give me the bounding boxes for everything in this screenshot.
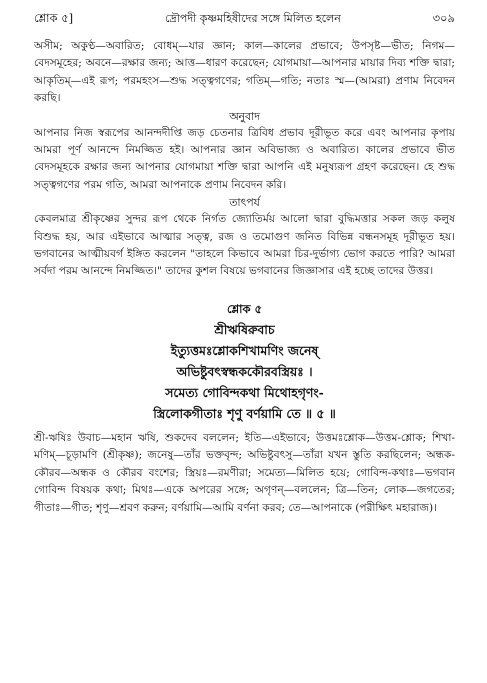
page-body bbox=[34, 38, 455, 517]
spacer bbox=[34, 281, 455, 299]
synonyms-bottom: শ্রী-ঋষিঃ উবাচ—মহান ঋষি, শুকদেব বললেন; ইতি—এইভাবে; উত্তমঃশ্লোক—উত্তম-শ্লোক; শিখা-মণিম্—চূড়ামণি (শ্রীকৃষ্ণ); জনেষু—তাঁর ভক্তবৃন্দ; অভিষ্টুবৎসু—তাঁরা যখন স্তুতি করছিলেন; অন্ধক-কৌরব—অন্ধক ও কৌরব বংশের; স্ত্রিয়ঃ—রমণীরা; সমেত্য—মিলিত হয়ে; গোবিন্দ-কথাঃ—ভগবান গোবিন্দ বিষয়ক কথা; মিথঃ—একে অপরের সঙ্গে; অগৃণন্—বললেন; ত্রি—তিন; লোক—জগতের; গীতাঃ—গীত; শৃণু—শ্রবণ করুন; বর্ণয়ামি—আমি বর্ণনা করব; তে—আপনাকে (পরীক্ষিৎ মহারাজ)। bbox=[34, 431, 455, 514]
verse-line: অভিষ্টুবৎস্বন্ধককৌরবস্ত্রিয়ঃ । bbox=[176, 363, 313, 379]
translation-heading: অনুবাদ bbox=[229, 109, 260, 123]
synonyms-top: অসীম; অকুণ্ঠ—অবারিত; বোধম্—যার জ্ঞান; কাল—কালের প্রভাবে; উপসৃষ্ট—ভীত; নিগম—বেদসমূহের; অবনে—রক্ষার জন্য; আত্ত—ধারণ করেছেন; যোগমায়া—আপনার মায়ার দিব্য শক্তি দ্বারা; আকৃতিম্—এই রূপ; পরমহংস—শুদ্ধ সত্ত্বগণের; গতিম্—গতি; নতাঃ স্ম—(আমরা) প্রণাম নিবেদন করছি। bbox=[34, 40, 455, 105]
verse-line: স্ত্রিলোকগীতাঃ শৃণু বর্ণয়ামি তে ॥ ৫ ॥ bbox=[153, 405, 336, 421]
verse-label: শ্লোক ৫ bbox=[226, 301, 263, 316]
page-number: ৩০৯ bbox=[432, 11, 455, 25]
verse-line: সমেত্য গোবিন্দকথা মিথোহগৃণং- bbox=[165, 384, 324, 400]
translation-text: আপনার নিজ স্বরূপের আনন্দদীপ্তি জড় চেতনার ত্রিবিধ প্রভাব দূরীভূত করে এবং আপনার কৃপায় আমরা পূর্ণ আনন্দে নিমজ্জিত হই। আপনার জ্ঞান অবিভাজ্য ও অবারিত। কালের প্রভাবে ভীত বেদসমূহকে রক্ষার জন্য আপনার যোগমায়া শক্তি দ্বারা আপনি এই মনুষ্যরূপ গ্রহণ করেছেন। হে শুদ্ধ সত্ত্বগণের পরম গতি, আমরা আপনাকে প্রণাম নিবেদন করি। bbox=[34, 126, 455, 191]
verse-reference: শ্লোক ৫] bbox=[34, 11, 74, 25]
page-header bbox=[34, 10, 455, 27]
purport-heading: তাৎপর্য bbox=[229, 196, 260, 210]
purport-text: কেবলমাত্র শ্রীকৃষ্ণের সুন্দর রূপ থেকে নির্গত জ্যোতির্ময় আলো দ্বারা বুদ্ধিমত্তার সকল জড় কলুষ বিশুদ্ধ হয়, আর এইভাবে আত্মার সত্ত্ব, রজ ও তমোগুণ জনিত বিভিন্ন বন্ধনসমূহ দূরীভূত হয়। ভগবানের আত্মীয়বর্গ ইঙ্গিত করলেন "তাহলে কিভাবে আমরা চির-দুর্ভাগ্য ভোগ করতে পারি? আমরা সর্বদা পরম আনন্দে নিমজ্জিত।" তাদের কুশল বিষয়ে ভগবানের জিজ্ঞাসার এই হচ্ছে তাদের উত্তর। bbox=[34, 213, 455, 278]
chapter-title: দ্রৌপদী কৃষ্ণমহিষীদের সঙ্গে মিলিত হলেন bbox=[164, 12, 341, 25]
verse-speaker: শ্রীঋষিরুবাচ bbox=[214, 321, 275, 337]
verse-line: ইত্যুত্তমঃশ্লোকশিখামণিং জনেষ্ bbox=[170, 342, 319, 358]
